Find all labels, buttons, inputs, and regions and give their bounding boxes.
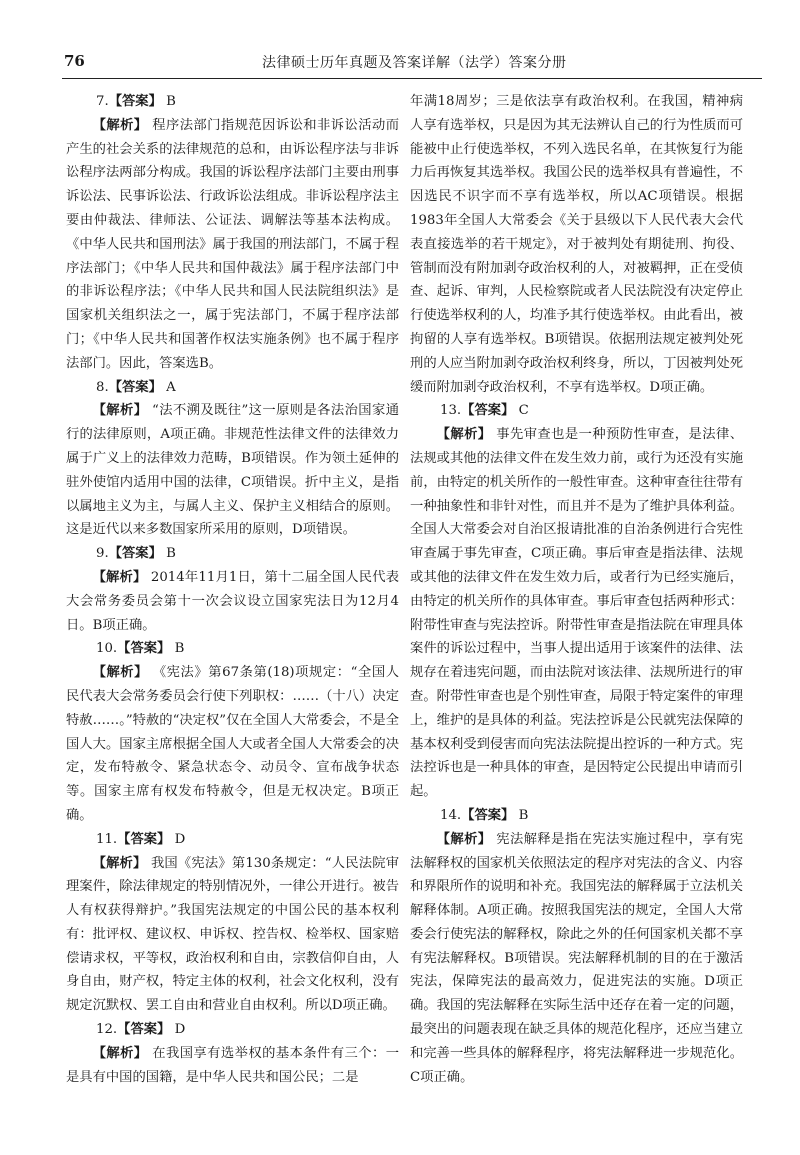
page-number: 76 [64,52,85,70]
analysis-12: 【解析】 在我国享有选举权的基本条件有三个：一是具有中国的国籍，是中华人民共和国公民；二是 [66,1045,400,1085]
answer-line-11: 11.【答案】 D [96,831,186,847]
analysis-8: 【解析】 “法不溯及既往”这一原则是各法治国家通行的法律原则，A项正确。非规范性法律文件的法律效力属于广义上的法律效力范畴，B项错误。作为领土延伸的驻外使馆内适用中国的法律，C项错误。折中主义，是指以属地主义为主，与属人主义、保护主义相结合的原则。这是近代以来多数国家所采用的原则，D项错误。 [66,403,399,538]
answer-choice: B [174,641,185,657]
answer-line-13: 13.【答案】 C [440,403,529,419]
answer-choice: B [166,546,176,562]
answer-line-9: 9.【答案】 B [96,546,176,562]
answer-line-12: 12.【答案】 D [96,1022,186,1038]
analysis-7: 【解析】 程序法部门指规范因诉讼和非诉讼活动而产生的社会关系的法律规范的总和，由诉讼程序法与非诉讼程序法两部分构成。我国的诉讼程序法部门主要由刑事诉讼法、民事诉讼法、行政诉讼法组成。非诉讼程序法主要由仲裁法、律师法、公证法、调解法等基本法构成。《中华人民共和国刑法》属于我国的刑法部门，不属于程序法部门；《中华人民共和国仲裁法》属于程序法部门中的非诉讼程序法；《中华人民共和国人民法院组织法》是国家机关组织法之一，属于宪法部门，不属于程序法部门；《中华人民共和国著作权法实施条例》也不属于程序法部门。因此，答案选B。 [66,117,400,371]
analysis-9: 【解析】 2014年11月1日，第十二届全国人民代表大会常务委员会第十一次会议设立国家宪法日为12月4日。B项正确。 [66,569,399,633]
answer-line-10: 10.【答案】 B [96,641,185,657]
analysis-14: 【解析】 宪法解释是指在宪法实施过程中，享有宪法解释权的国家机关依照法定的程序对宪法的含义、内容和界限所作的说明和补充。我国宪法的解释属于立法机关解释体制。A项正确。按照我国宪法的规定，全国人大常委会行使宪法的解释权，除此之外的任何国家机关都不享有宪法解释权。B项错误。宪法解释机制的目的在于激活宪法，保障宪法的最高效力，促进宪法的实施。D项正确。我国的宪法解释在实际生活中还存在着一定的问题，最突出的问题表现在缺乏具体的规范化程序，还应当建立和完善一些具体的解释程序，将宪法解释进一步规范化。C项正确。 [410,831,744,1085]
analysis-10: 【解析】 《宪法》第67条第(18)项规定：“全国人民代表大会常务委员会行使下列职权：……（十八）决定特赦……。”特赦的“决定权”仅在全国人大常委会，不是全国人大。国家主席根据全国人大或者全国人大常委会的决定，发布特赦令、紧急状态令、动员令、宣布战争状态等。国家主席有权发布特赦令，但是无权决定。B项正确。 [66,665,399,823]
answer-line-14: 14.【答案】 B [440,807,529,823]
answer-choice: B [518,807,529,823]
left-column [66,90,399,1089]
answer-choice: B [166,94,176,109]
page-header [62,48,762,79]
answer-choice: D [174,831,186,847]
analysis-13: 【解析】 事先审查也是一种预防性审查，是法律、法规或其他的法律文件在发生效力前，或行为还没有实施前，由特定的机关所作的一般性审查。这种审查往往带有一种抽象性和非针对性，而且并不是为了维护具体利益。全国人大常委会对自治区报请批准的自治条例进行合宪性审查属于事先审查，C项正确。事后审查是指法律、法规或其他的法律文件在发生效力后，或者行为已经实施后，由特定的机关所作的具体审查。事后审查包括两种形式：附带性审查与宪法控诉。附带性审查是指法院在审理具体案件的诉讼过程中，当事人提出适用于该案件的法律、法规存在着违宪问题，而由法院对该法律、法规所进行的审查。附带性审查也是个别性审查，局限于特定案件的审理上，维护的是具体的利益。宪法控诉是公民就宪法保障的基本权利受到侵害而向宪法法院提出控诉的一种方式。宪法控诉也是一种具体的审查，是因特定公民提出申请而引起。 [410,427,744,800]
analysis-12-continued: 年满18周岁；三是依法享有政治权利。在我国，精神病人享有选举权，只是因为其无法辨认自己的行为性质而可能被中止行使选举权，不列入选民名单，在其恢复行为能力后再恢复其选举权。我国公民的选举权具有普遍性，不因选民不识字而不享有选举权，所以AC项错误。根据1983年全国人大常委会《关于县级以下人民代表大会代表直接选举的若干规定》，对于被判处有期徒刑、拘役、管制而没有附加剥夺政治权利的人，对被羁押，正在受侦查、起诉、审判，人民检察院或者人民法院没有决定停止行使选举权利的人，均准予其行使选举权。由此看出，被拘留的人享有选举权。B项错误。依据刑法规定被判处死刑的人应当附加剥夺政治权利终身，所以，丁因被判处死缓而附加剥夺政治权利，不享有选举权。D项正确。 [410,94,743,395]
answer-choice: D [174,1022,186,1038]
answer-choice: C [518,403,529,419]
analysis-11: 【解析】 我国《宪法》第130条规定：“人民法院审理案件，除法律规定的特别情况外，一律公开进行。被告人有权获得辩护。”我国宪法规定的中国公民的基本权利有：批评权、建议权、申诉权、控告权、检举权、国家赔偿请求权，平等权，政治权利和自由，宗教信仰自由，人身自由，财产权，特定主体的权利，社会文化权利，没有规定沉默权、罢工自由和营业自由权利。所以D项正确。 [66,855,400,1014]
answer-line-8: 8.【答案】 A [96,379,176,395]
right-column [410,90,743,1089]
running-title: 法律硕士历年真题及答案详解（法学）答案分册 [262,55,567,71]
answer-line-7: 7.【答案】 B [96,94,176,109]
answer-choice: A [166,379,176,395]
